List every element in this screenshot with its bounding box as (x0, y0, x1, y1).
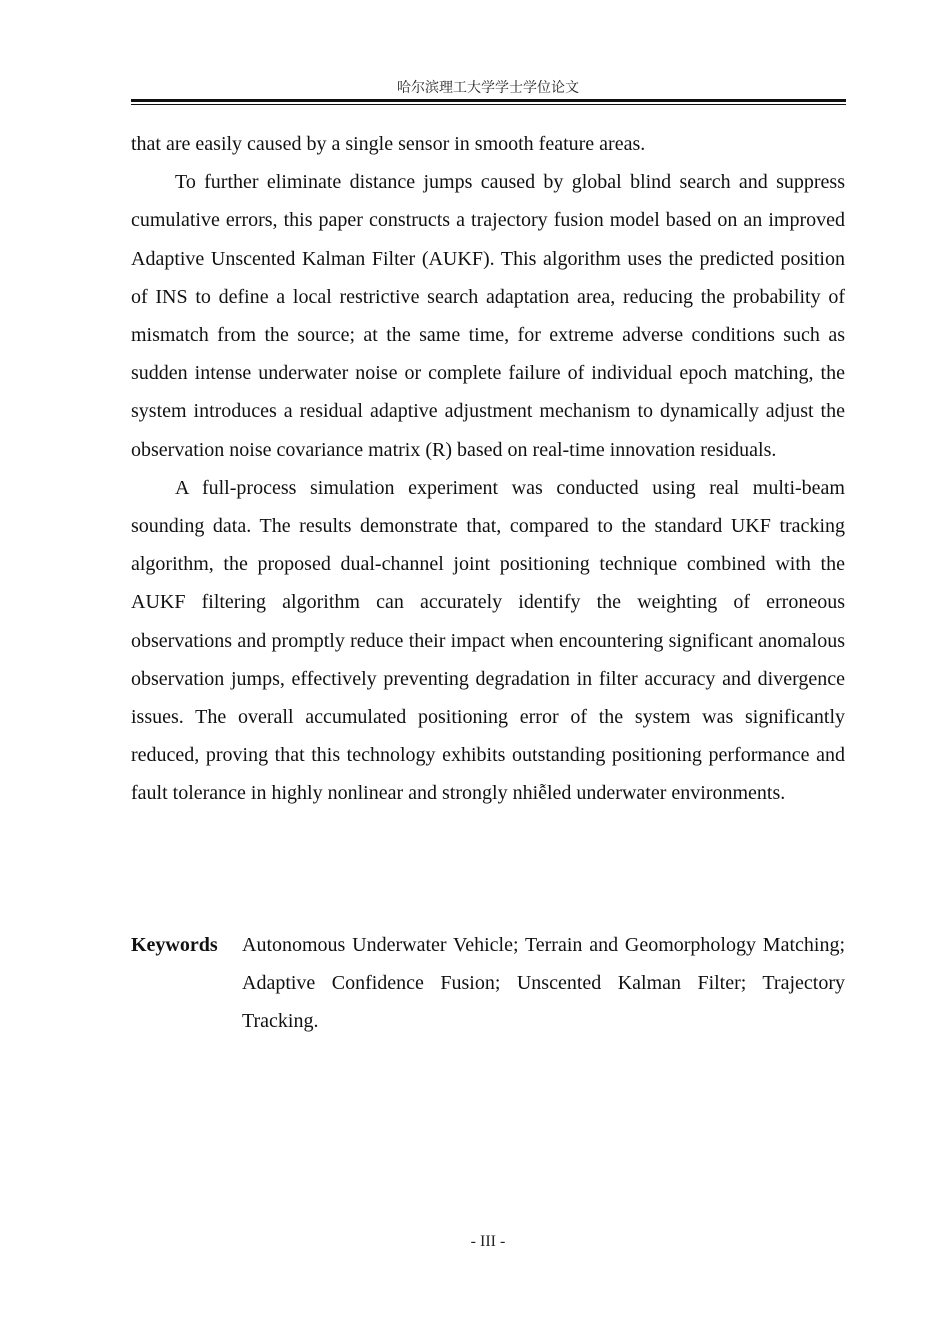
abstract-body (131, 125, 845, 813)
header-rule-thin (131, 104, 846, 105)
running-header-title: 哈尔滨理工大学学士学位论文 (397, 80, 579, 96)
keywords-block (131, 926, 845, 1041)
keywords-list: Autonomous Underwater Vehicle; Terrain and Geomorphology Matching; Adaptive Confidence Fusion; Unscented Kalman Filter; Trajectory Tracking. (242, 934, 845, 1033)
page-number: - III - (470, 1233, 506, 1250)
paragraph-results: A full-process simulation experiment was conducted using real multi-beam sounding data. The results demonstrate that, compared to the standard UKF tracking algorithm, the proposed dual-channel joint positioning technique combined with the AUKF filtering algorithm can accurately identify the weighting of erroneous observations and promptly reduce their impact when encountering significant anomalous observation jumps, effectively preventing degradation in filter accuracy and divergence issues. The overall accumulated positioning error of the system was significantly reduced, proving that this technology exhibits outstanding positioning performance and fault tolerance in highly nonlinear and strongly nhiễled underwater environments. (131, 476, 845, 805)
keywords-label: Keywords (131, 934, 218, 956)
paragraph-continuation: that are easily caused by a single sensor in smooth feature areas. (131, 133, 646, 155)
paragraph-method: To further eliminate distance jumps caused by global blind search and suppress cumulative errors, this paper constructs a trajectory fusion model based on an improved Adaptive Unscented Kalman Filter (AUKF). This algorithm uses the predicted position of INS to define a local restrictive search adaptation area, reducing the probability of mismatch from the source; at the same time, for extreme adverse conditions such as sudden intense underwater noise or complete failure of individual epoch matching, the system introduces a residual adaptive adjustment mechanism to dynamically adjust the observation noise covariance matrix (R) based on real-time innovation residuals. (131, 171, 845, 461)
header-rule-thick (131, 99, 846, 102)
